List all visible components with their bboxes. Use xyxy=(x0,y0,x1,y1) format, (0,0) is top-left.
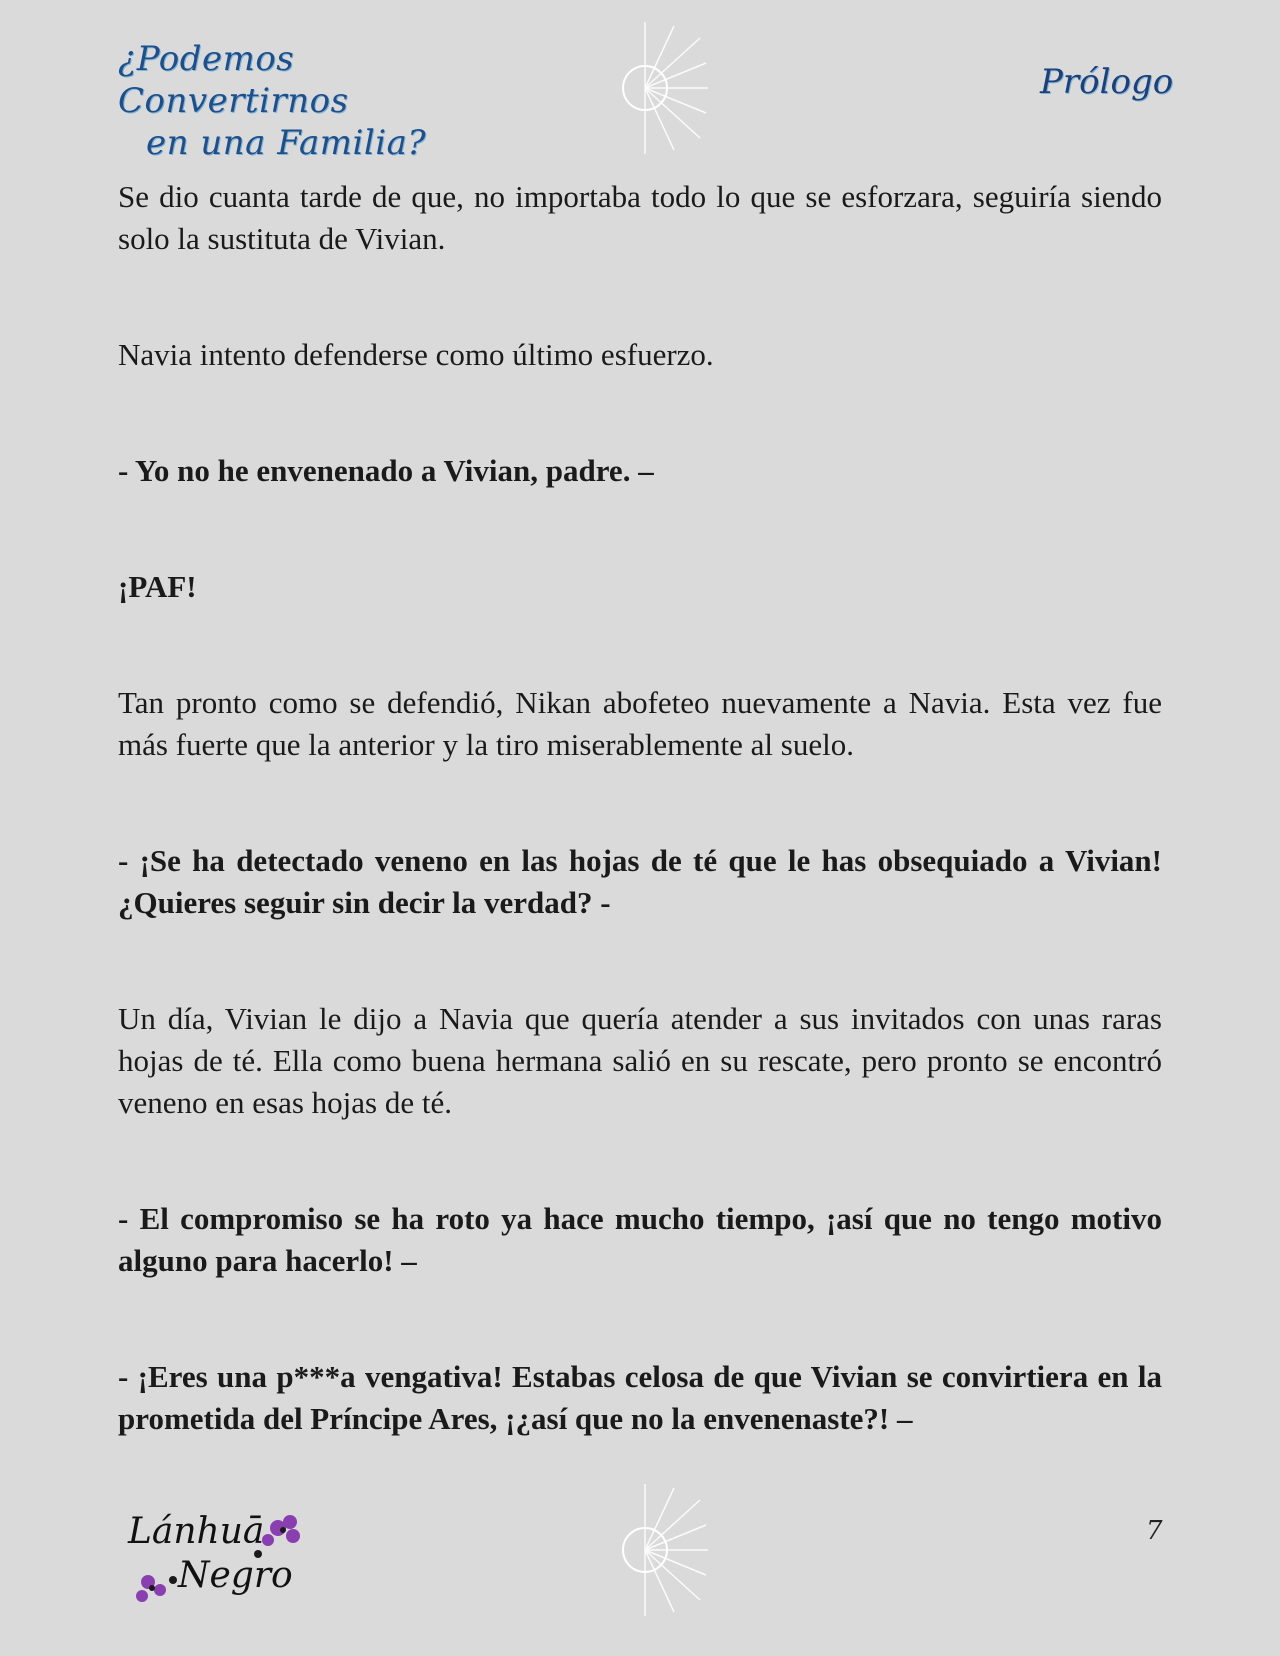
page-number: 7 xyxy=(1146,1516,1163,1546)
dialogue-line: - ¡Eres una p***a vengativa! Estabas celosa de que Vivian se convirtiera en la prometida del Príncipe Ares, ¡¿así que no la envenenaste?! – xyxy=(118,1359,1162,1436)
dialogue-line: - El compromiso se ha roto ya hace mucho tiempo, ¡así que no tengo motivo alguno para hacerlo! – xyxy=(118,1201,1162,1278)
sound-effect: ¡PAF! xyxy=(118,569,197,604)
page-body xyxy=(118,176,1162,1440)
publisher-logo xyxy=(128,1510,318,1620)
paragraph: Navia intento defenderse como último esfuerzo. xyxy=(118,337,714,372)
paragraph: Un día, Vivian le dijo a Navia que quería atender a sus invitados con unas raras hojas de té. Ella como buena hermana salió en su rescate, pero pronto se encontró veneno en esas hojas de té. xyxy=(118,1001,1162,1120)
book-title xyxy=(118,38,428,164)
paragraph: Tan pronto como se defendió, Nikan abofeteo nuevamente a Navia. Esta vez fue más fuerte que la anterior y la tiro miserablemente al suelo. xyxy=(118,685,1162,762)
crescent-moon-icon xyxy=(570,1480,710,1620)
dialogue-line: - Yo no he envenenado a Vivian, padre. – xyxy=(118,453,654,488)
dialogue-line: - ¡Se ha detectado veneno en las hojas de té que le has obsequiado a Vivian! ¿Quieres seguir sin decir la verdad? - xyxy=(118,843,1162,920)
logo-line2: Negro xyxy=(178,1555,293,1596)
paragraph: Se dio cuanta tarde de que, no importaba todo lo que se esforzara, seguiría siendo solo la sustituta de Vivian. xyxy=(118,179,1162,256)
chapter-label: Prólogo xyxy=(1040,62,1174,102)
page-header xyxy=(0,0,1280,170)
logo-line1: Lánhuā xyxy=(128,1511,265,1552)
book-title-line2: en una Familia? xyxy=(146,123,427,163)
crescent-moon-icon xyxy=(570,18,710,158)
logo-text xyxy=(128,1510,293,1598)
book-title-line1: ¿Podemos Convertirnos xyxy=(118,39,349,121)
